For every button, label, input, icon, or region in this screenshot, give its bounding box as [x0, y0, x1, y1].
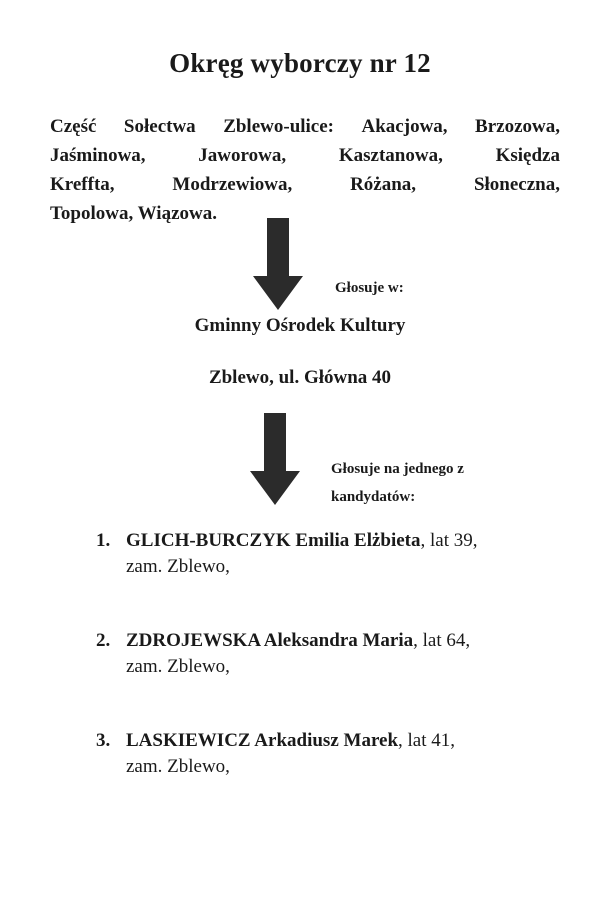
candidate-residence: zam. Zblewo,	[126, 756, 230, 777]
candidate-item	[96, 628, 566, 680]
area-word: Topolowa, Wiązowa.	[50, 203, 217, 224]
candidate-number: 1.	[96, 530, 111, 551]
area-line	[50, 141, 560, 170]
area-word: Akacjowa,	[361, 116, 448, 137]
area-word: Jaśminowa,	[50, 145, 146, 166]
candidate-name: LASKIEWICZ Arkadiusz Marek	[126, 730, 399, 751]
candidate-item	[96, 528, 566, 580]
candidate-item	[96, 728, 566, 780]
candidate-number: 3.	[96, 730, 111, 751]
candidate-number: 2.	[96, 630, 111, 651]
area-word: Brzozowa,	[475, 116, 560, 137]
candidate-residence: zam. Zblewo,	[126, 556, 230, 577]
candidate-age: , lat 41,	[398, 730, 456, 751]
area-word: Kasztanowa,	[338, 145, 443, 166]
votes-for-label-line: kandydatów:	[331, 489, 416, 505]
area-word: Jaworowa,	[198, 145, 287, 166]
area-word: Kreffta,	[50, 174, 115, 195]
candidate-residence: zam. Zblewo,	[126, 656, 230, 677]
district-area-description	[50, 112, 560, 228]
venue-name: Gminny Ośrodek Kultury	[194, 315, 406, 336]
area-line	[50, 199, 560, 228]
candidate-line	[126, 628, 566, 654]
candidate-list	[96, 528, 566, 828]
votes-for-label	[331, 455, 531, 511]
down-arrow-icon	[253, 218, 303, 310]
candidate-name: ZDROJEWSKA Aleksandra Maria	[126, 630, 414, 651]
area-word: Księdza	[495, 145, 560, 166]
votes-for-label-line: Głosuje na jednego z	[331, 461, 464, 477]
area-line	[50, 112, 560, 141]
area-word: Sołectwa	[123, 116, 196, 137]
area-word: Zblewo-ulice:	[223, 116, 335, 137]
area-line	[50, 170, 560, 199]
area-word: Część	[50, 116, 97, 137]
venue-address: Zblewo, ul. Główna 40	[208, 367, 392, 388]
down-arrow-icon	[250, 413, 300, 505]
area-word: Modrzewiowa,	[172, 174, 293, 195]
area-word: Różana,	[350, 174, 417, 195]
page-title: Okręg wyborczy nr 12	[169, 48, 431, 78]
candidate-age: , lat 39,	[420, 530, 478, 551]
votes-at-label: Głosuje w:	[335, 280, 404, 296]
area-word: Słoneczna,	[473, 174, 560, 195]
candidate-line	[126, 528, 566, 554]
candidate-name: GLICH-BURCZYK Emilia Elżbieta	[126, 530, 421, 551]
candidate-age: , lat 64,	[413, 630, 471, 651]
candidate-line	[126, 728, 566, 754]
